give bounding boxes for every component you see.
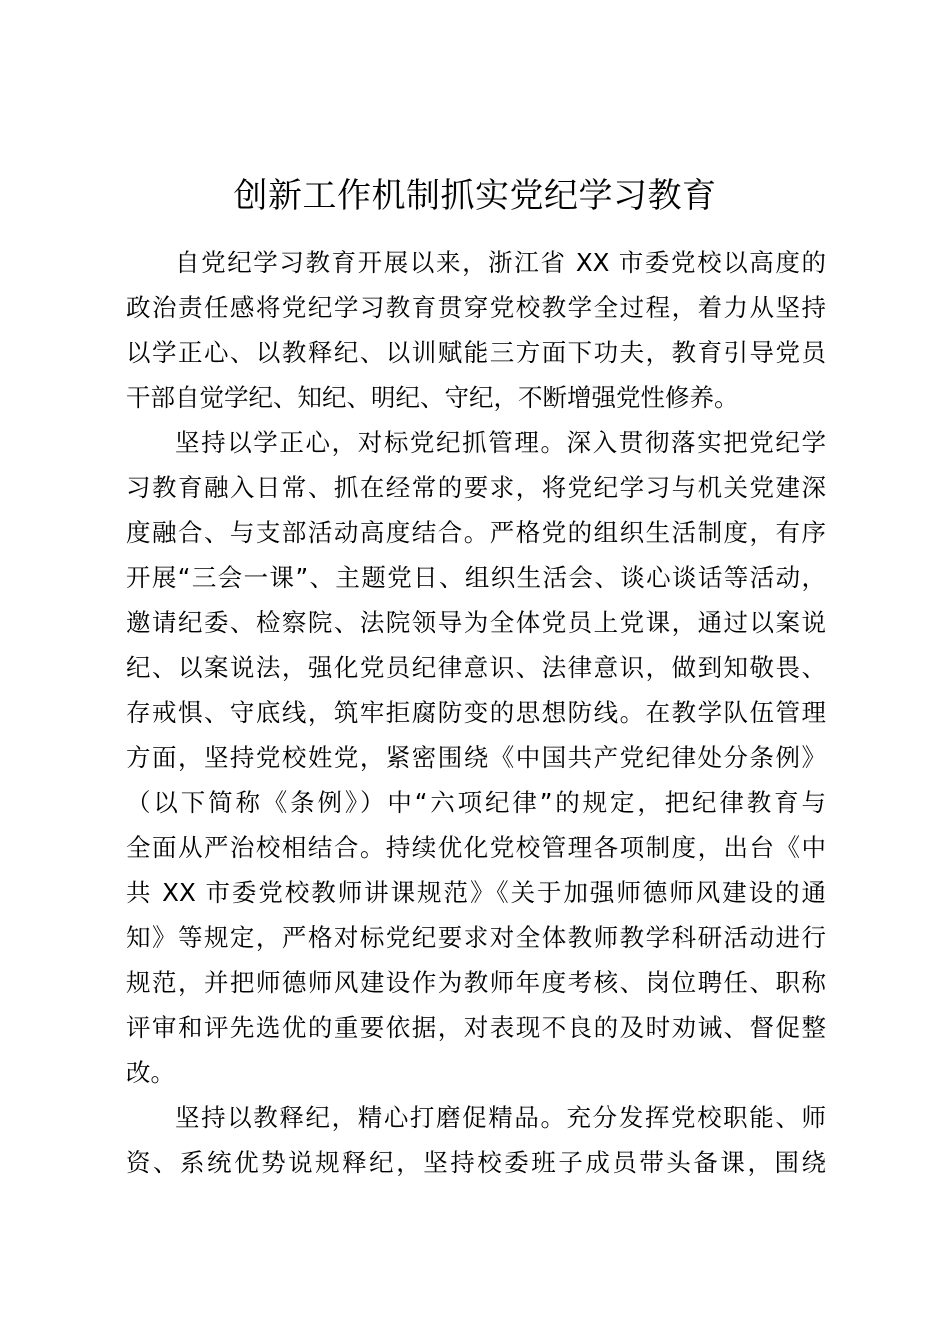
text-line: 存戒惧、守底线，筑牢拒腐防变的思想防线。在教学队伍管理 <box>126 698 826 727</box>
paragraph-2 <box>126 420 826 1095</box>
text-line: 方面，坚持党校姓党，紧密围绕《中国共产党纪律处分条例》 <box>126 743 826 772</box>
text-line: 自党纪学习教育开展以来，浙江省 XX 市委党校以高度的 <box>175 248 826 277</box>
text-line: 政治责任感将党纪学习教育贯穿党校教学全过程，着力从坚持 <box>126 293 826 322</box>
text-line: 改。 <box>126 1058 175 1087</box>
text-line: 度融合、与支部活动高度结合。严格党的组织生活制度，有序 <box>126 518 826 547</box>
document-body <box>126 240 826 1185</box>
text-line: 以学正心、以教释纪、以训赋能三方面下功夫，教育引导党员 <box>126 338 826 367</box>
text-line: 规范，并把师德师风建设作为教师年度考核、岗位聘任、职称 <box>126 968 826 997</box>
text-line: 资、系统优势说规释纪，坚持校委班子成员带头备课，围绕 <box>126 1148 826 1177</box>
text-line: （以下简称《条例》）中“六项纪律”的规定，把纪律教育与 <box>126 788 826 817</box>
text-line: 干部自觉学纪、知纪、明纪、守纪，不断增强党性修养。 <box>126 383 739 412</box>
text-line: 纪、以案说法，强化党员纪律意识、法律意识，做到知敬畏、 <box>126 653 826 682</box>
text-line: 开展“三会一课”、主题党日、组织生活会、谈心谈话等活动， <box>126 563 826 592</box>
text-line: 邀请纪委、检察院、法院领导为全体党员上党课，通过以案说 <box>126 608 826 637</box>
text-line: 共 XX 市委党校教师讲课规范》《关于加强师德师风建设的通 <box>126 878 826 907</box>
text-line: 坚持以教释纪，精心打磨促精品。充分发挥党校职能、师 <box>175 1103 826 1132</box>
page-title: 创新工作机制抓实党纪学习教育 <box>233 176 717 216</box>
paragraph-1 <box>126 240 826 420</box>
text-line: 习教育融入日常、抓在经常的要求，将党纪学习与机关党建深 <box>126 473 826 502</box>
text-line: 评审和评先选优的重要依据，对表现不良的及时劝诫、督促整 <box>126 1013 826 1042</box>
text-line: 坚持以学正心，对标党纪抓管理。深入贯彻落实把党纪学 <box>175 428 826 457</box>
paragraph-3 <box>126 1095 826 1185</box>
text-line: 全面从严治校相结合。持续优化党校管理各项制度，出台《中 <box>126 833 826 862</box>
text-line: 知》等规定，严格对标党纪要求对全体教师教学科研活动进行 <box>126 923 826 952</box>
